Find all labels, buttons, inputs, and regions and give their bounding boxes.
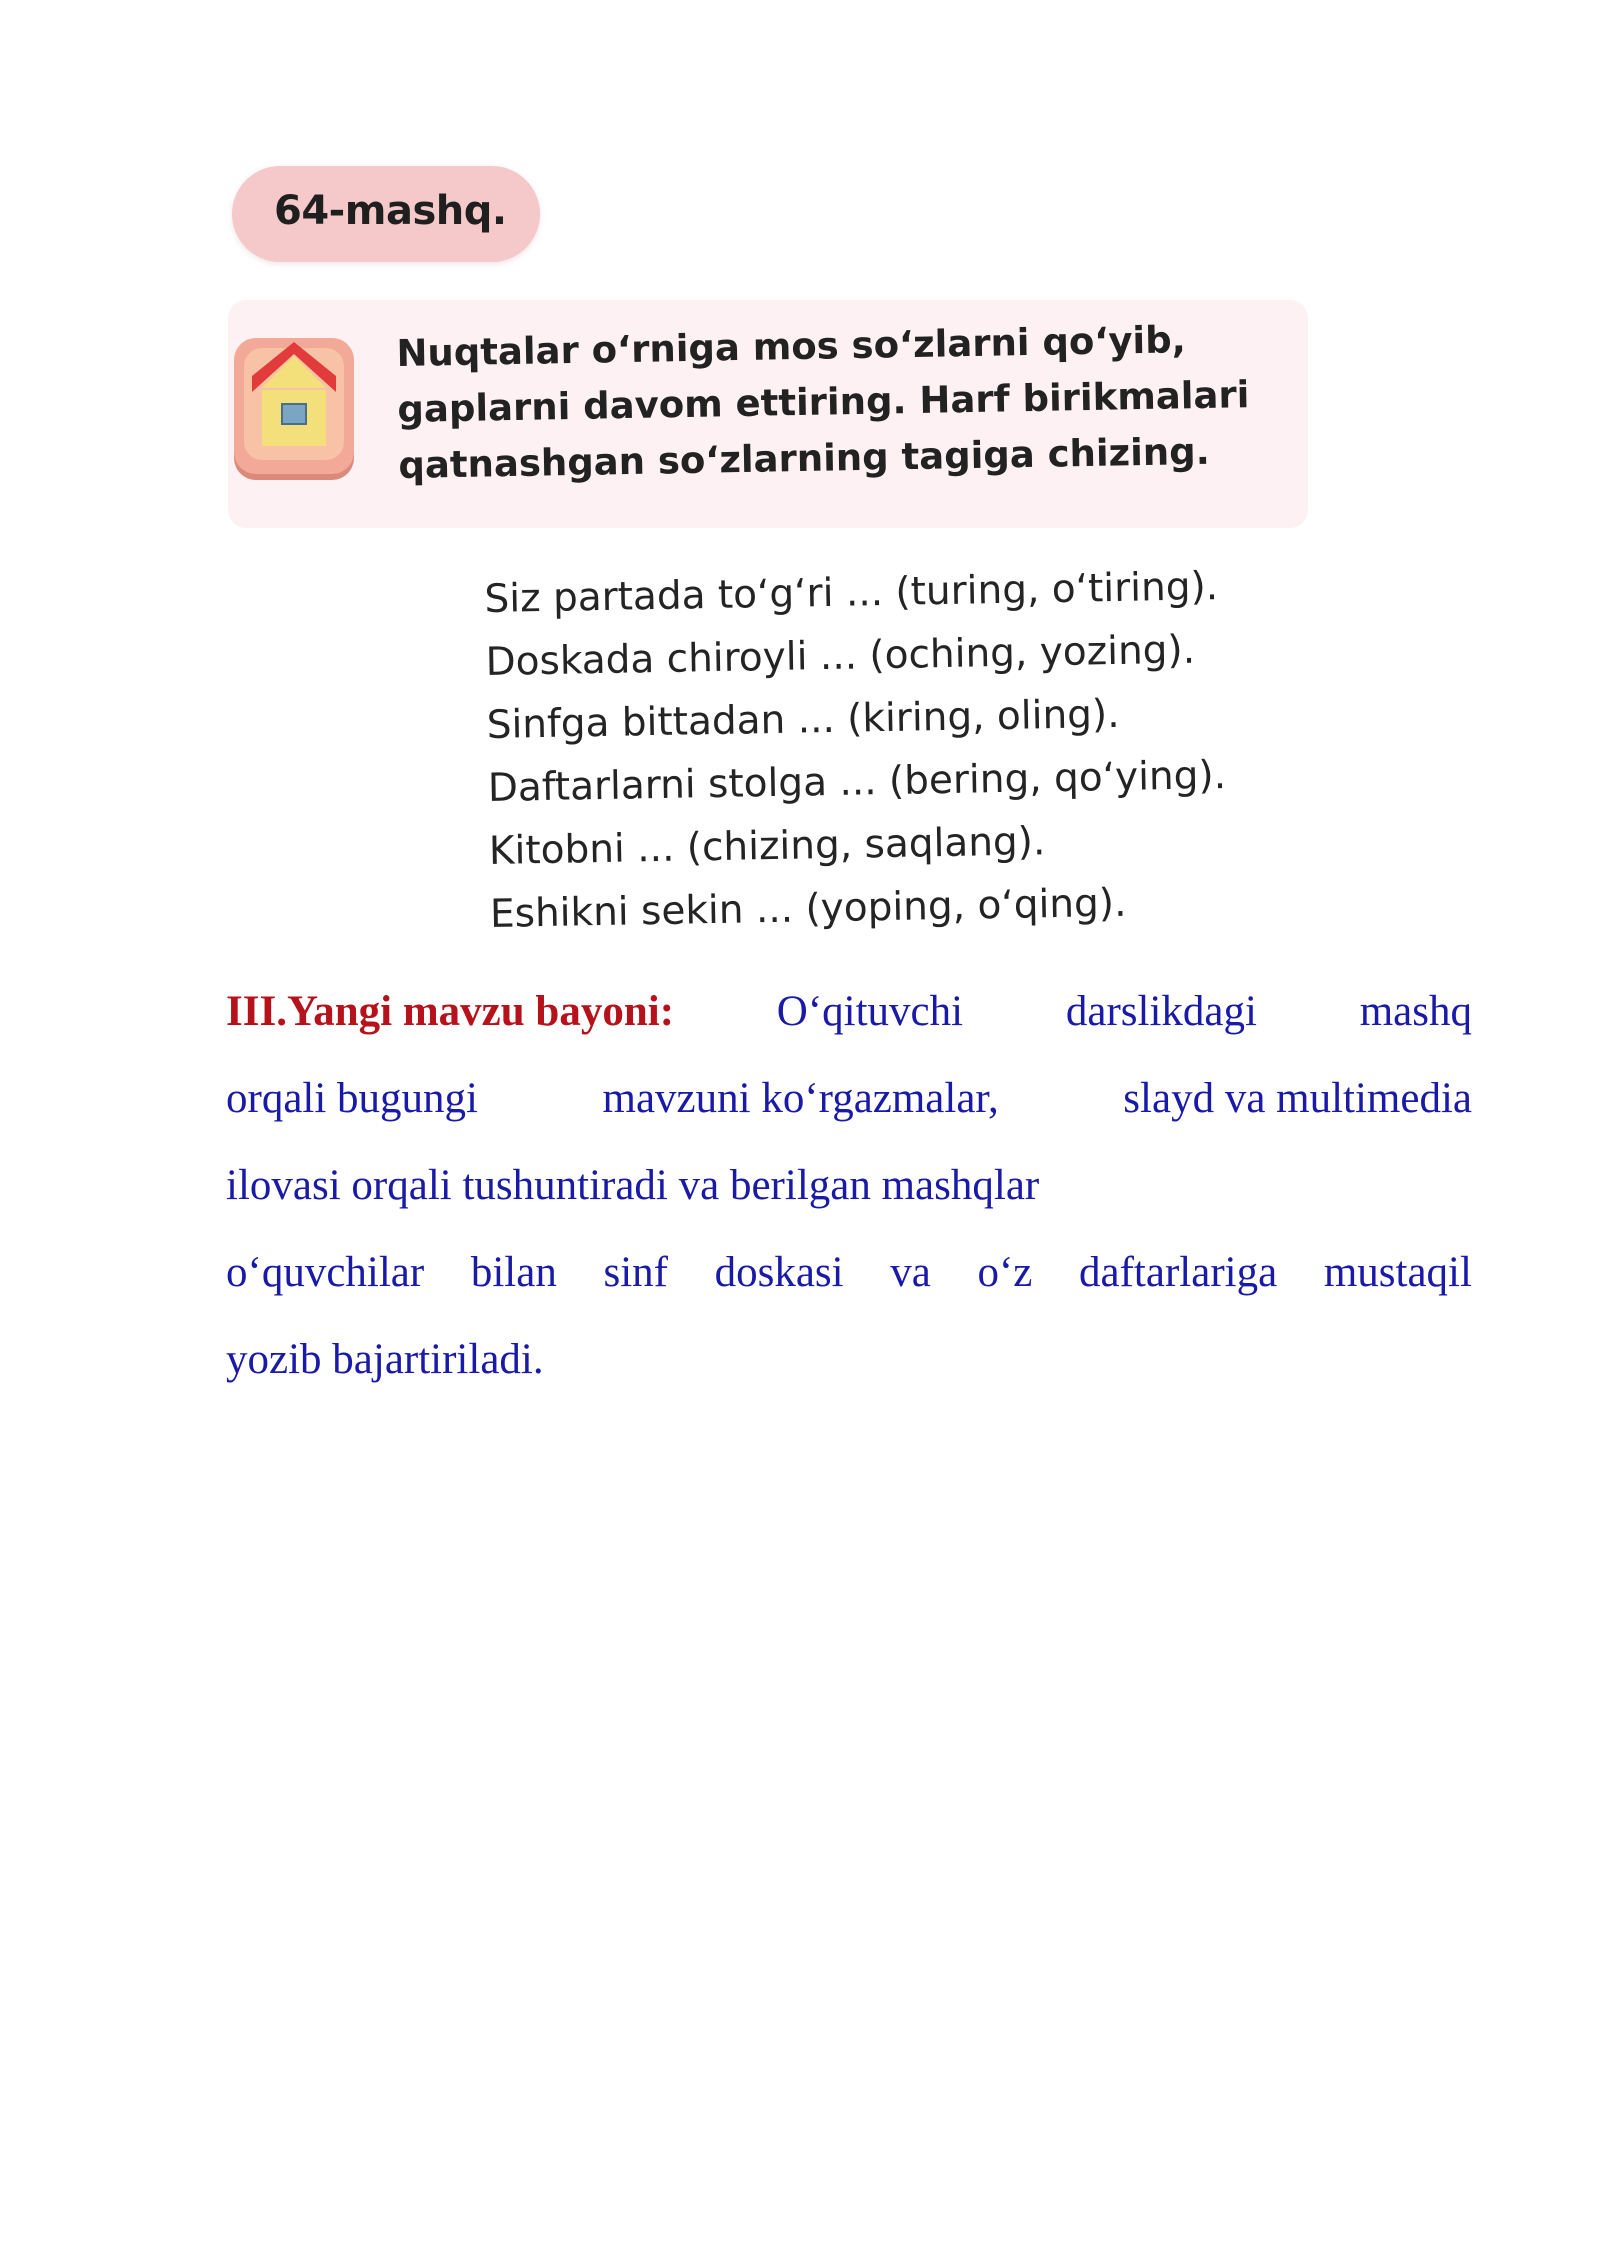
lesson-line-4: [226, 1229, 1472, 1316]
task-instruction-panel: [228, 300, 1308, 528]
lesson-word: mashq: [1359, 988, 1472, 1035]
task-line: Nuqtalar o‘rniga mos so‘zlarni qo‘yib,: [396, 318, 1187, 375]
lesson-word: sinf: [603, 1249, 668, 1296]
lesson-word: bilan: [470, 1249, 557, 1296]
lesson-word: doskasi: [714, 1249, 844, 1296]
sentence-item: Kitobni ... (chizing, saqlang).: [488, 819, 1046, 874]
lesson-word: daftarlariga: [1079, 1249, 1278, 1296]
lesson-heading: III.Yangi mavzu bayoni:: [226, 988, 675, 1035]
lesson-word: O‘qituvchi: [776, 988, 964, 1035]
task-instruction-text: [396, 311, 1279, 494]
lesson-word: orqali bugungi: [226, 1075, 478, 1122]
sentence-item: Doskada chiroyli ... (oching, yozing).: [485, 627, 1196, 685]
sentence-item: Siz partada to‘g‘ri ... (turing, o‘tiring).: [484, 564, 1219, 622]
lesson-word: o‘z: [977, 1249, 1033, 1296]
lesson-line-5: yozib bajartiriladi.: [226, 1336, 544, 1383]
task-line: gaplarni davom ettiring. Harf birikmalari: [397, 373, 1250, 431]
sentence-item: Daftarlarni stolga ... (bering, qo‘ying).: [487, 753, 1227, 811]
lesson-word: o‘quvchilar: [226, 1249, 425, 1296]
sentence-item: Eshikni sekin ... (yoping, o‘qing).: [489, 880, 1127, 937]
lesson-word: darslikdagi: [1065, 988, 1257, 1035]
task-line: qatnashgan so‘zlarning tagiga chizing.: [398, 429, 1211, 487]
lesson-word: mustaqil: [1323, 1249, 1472, 1296]
house-icon: [234, 338, 354, 474]
lesson-line-3: ilovasi orqali tushuntiradi va berilgan mashqlar: [226, 1162, 1040, 1209]
lesson-word: slayd va multimedia: [1123, 1075, 1472, 1122]
sentence-item: Sinfga bittadan ... (kiring, oling).: [486, 691, 1120, 748]
lesson-description: [226, 968, 1472, 1403]
lesson-line-1: [226, 968, 1472, 1055]
lesson-word: va: [890, 1249, 931, 1296]
lesson-word: mavzuni ko‘rgazmalar,: [602, 1075, 999, 1122]
exercise-number-badge: [232, 166, 540, 262]
exercise-sentences: [484, 554, 1290, 946]
lesson-line-2: [226, 1055, 1472, 1142]
exercise-number-label: 64-mashq.: [274, 188, 507, 234]
